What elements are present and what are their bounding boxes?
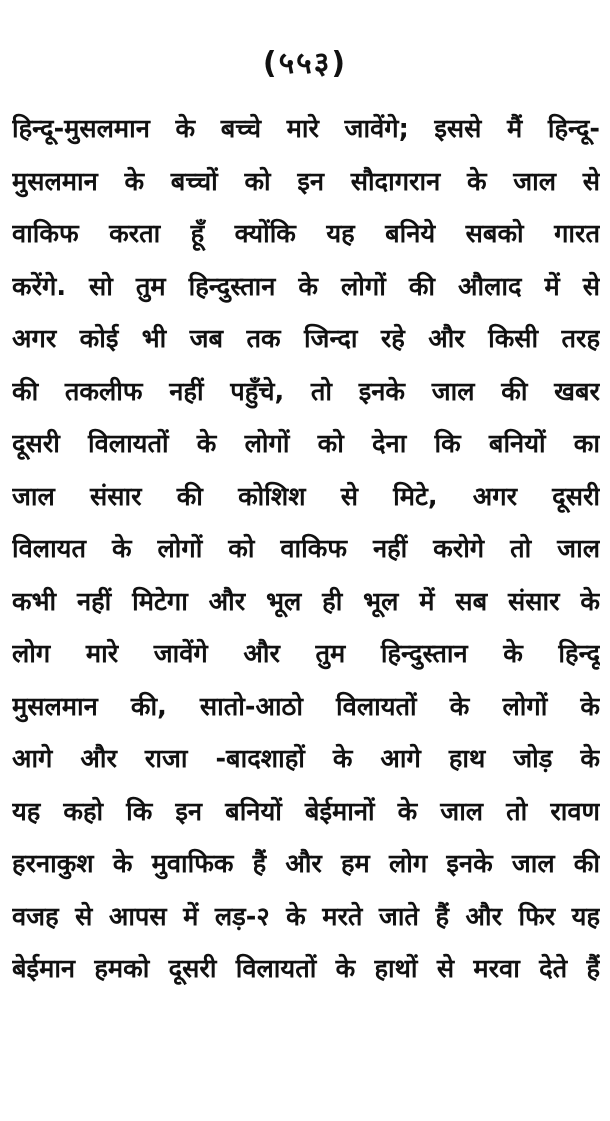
text-line: कभी नहीं मिटेगा और भूल ही भूल में सब संसार के xyxy=(12,586,600,617)
text-line: की तकलीफ नहीं पहुँचे, तो इनके जाल की खबर xyxy=(12,376,600,407)
text-line: मुसलमान की, सातो-आठो विलायतों के लोगों के xyxy=(12,691,600,722)
text-line: वाकिफ करता हूँ क्योंकि यह बनिये सबको गारत xyxy=(12,219,600,249)
text-line: मुसलमान के बच्चों को इन सौदागरान के जाल से xyxy=(12,166,600,197)
text-line: जाल संसार की कोशिश से मिटे, अगर दूसरी xyxy=(12,481,600,512)
text-line: हिन्दू-मुसलमान के बच्चे मारे जावेंगे; इससे मैं हिन्दू- xyxy=(12,114,600,144)
text-line: दूसरी विलायतों के लोगों को देना कि बनियों का xyxy=(12,429,600,459)
text-line: अगर कोई भी जब तक जिन्दा रहे और किसी तरह xyxy=(12,324,600,354)
text-line: विलायत के लोगों को वाकिफ नहीं करोगे तो जाल xyxy=(12,534,600,564)
page-number: (५५३) xyxy=(262,46,348,81)
text-line: वजह से आपस में लड़-२ के मरते जाते हैं और फिर यह xyxy=(12,901,600,932)
text-line: आगे और राजा -बादशाहों के आगे हाथ जोड़ के xyxy=(12,744,600,774)
text-line: हरनाकुश के मुवाफिक हैं और हम लोग इनके जाल की xyxy=(12,849,600,879)
text-line: करेंगे. सो तुम हिन्दुस्तान के लोगों की औलाद में से xyxy=(12,271,600,302)
body-text xyxy=(12,103,600,996)
text-line: यह कहो कि इन बनियों बेईमानों के जाल तो रावण xyxy=(12,796,600,827)
text-line: बेईमान हमको दूसरी विलायतों के हाथों से मरवा देते हैं xyxy=(12,954,600,984)
text-line: लोग मारे जावेंगे और तुम हिन्दुस्तान के हिन्दू xyxy=(12,639,600,669)
